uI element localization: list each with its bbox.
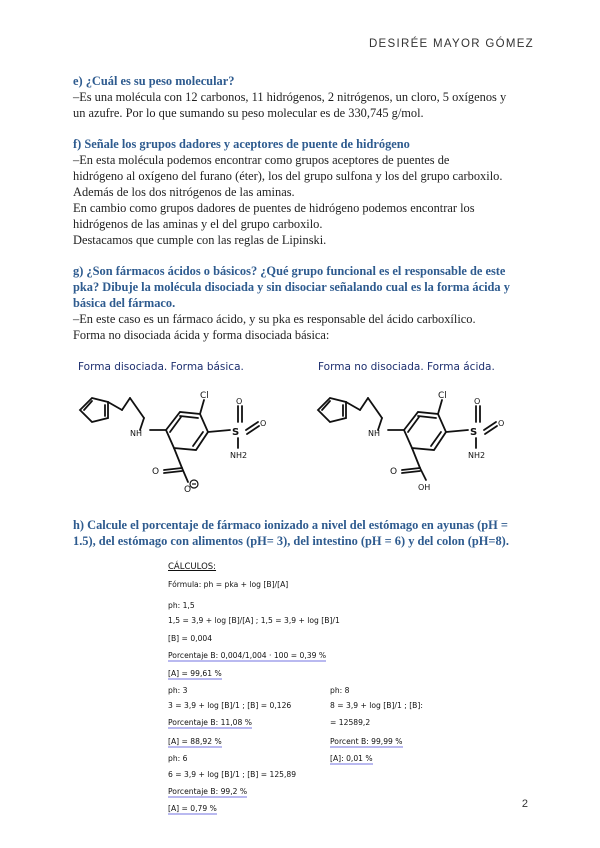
dissociated-molecule-drawing — [70, 380, 290, 500]
page-number: 2 — [521, 798, 528, 810]
ph15-label: ph: 1,5 — [168, 601, 195, 610]
ph15-equation: 1,5 = 3,9 + log [B]/[A] ; 1,5 = 3,9 + log [B]/1 — [168, 616, 340, 625]
ph3-a-value: [A] = 88,92 % — [168, 737, 222, 746]
ph8-equation: 8 = 3,9 + log [B]/1 ; [B]: — [330, 701, 423, 710]
carboxylate-o-atom: O — [152, 467, 160, 477]
section-e-line-1: –Es una molécula con 12 carbonos, 11 hidrógenos, 2 nitrógenos, un cloro, 5 oxígenos y — [73, 90, 507, 104]
section-h — [73, 517, 533, 549]
s-atom-right: S — [470, 427, 478, 438]
section-g-line-2: Forma no disociada ácida y forma disociada básica: — [73, 328, 330, 342]
ph6-a-value: [A] = 0,79 % — [168, 804, 217, 813]
nh2-atom-left: NH2 — [230, 451, 248, 460]
oh-atom: OH — [418, 483, 431, 492]
section-e — [73, 73, 533, 121]
section-g-title-line-1: g) ¿Son fármacos ácidos o básicos? ¿Qué grupo funcional es el responsable de este — [73, 264, 506, 278]
section-g-line-1: –En este caso es un fármaco ácido, y su pka es responsable del ácido carboxílico. — [73, 312, 476, 326]
o-atom-right-top: O — [474, 397, 481, 406]
section-g — [73, 263, 533, 343]
o-atom-right-right: O — [498, 419, 505, 428]
non-dissociated-molecule-drawing — [308, 380, 528, 500]
cl-atom-right: Cl — [438, 391, 447, 401]
section-g-title-line-3: básica del fármaco. — [73, 296, 176, 310]
left-structure-label: Forma disociada. Forma básica. — [78, 361, 244, 373]
section-f-line-3: Además de los dos nitrógenos de las aminas. — [73, 185, 295, 199]
ph3-label: ph: 3 — [168, 686, 188, 695]
section-f — [73, 136, 533, 248]
carboxyl-o-atom: O — [390, 467, 398, 477]
ph8-label: ph: 8 — [330, 686, 350, 695]
ph8-percent-b: Porcent B: 99,99 % — [330, 737, 403, 746]
section-f-title: f) Señale los grupos dadores y aceptores de puente de hidrógeno — [73, 137, 410, 151]
ph15-b-value: [B] = 0,004 — [168, 634, 213, 643]
ph6-equation: 6 = 3,9 + log [B]/1 ; [B] = 125,89 — [168, 770, 297, 779]
ph3-equation: 3 = 3,9 + log [B]/1 ; [B] = 0,126 — [168, 701, 292, 710]
nh-atom-left: NH — [130, 429, 142, 438]
ph3-percent-b: Porcentaje B: 11,08 % — [168, 718, 252, 727]
ph15-percent-b: Porcentaje B: 0,004/1,004 · 100 = 0,39 % — [168, 651, 327, 660]
section-g-title-line-2: pka? Dibuje la molécula disociada y sin disociar señalando cual es la forma ácida y — [73, 280, 510, 294]
section-h-title-line-2: 1.5), del estómago con alimentos (pH= 3), del intestino (pH = 6) y del colon (pH=8). — [73, 534, 509, 548]
ph8-a-value: [A]: 0,01 % — [330, 754, 373, 763]
cl-atom-left: Cl — [200, 391, 209, 401]
calc-title: CÁLCULOS: — [168, 562, 217, 572]
ph8-b-value: = 12589,2 — [330, 718, 371, 727]
section-f-line-2: hidrógeno al oxígeno del furano (éter), los del grupo sulfona y los del grupo carboxilo. — [73, 169, 503, 183]
ph6-label: ph: 6 — [168, 754, 188, 763]
section-f-line-5: hidrógenos de las aminas y el del grupo carboxilo. — [73, 217, 323, 231]
carboxylate-o-minus-atom: O — [184, 485, 192, 495]
section-f-line-4: En cambio como grupos dadores de puentes de hidrógeno podemos encontrar los — [73, 201, 475, 215]
section-f-line-6: Destacamos que cumple con las reglas de Lipinski. — [73, 233, 327, 247]
s-atom-left: S — [232, 427, 240, 438]
section-e-line-2: un azufre. Por lo que sumando su peso molecular es de 330,745 g/mol. — [73, 106, 424, 120]
o-atom-left-top: O — [236, 397, 243, 406]
nh2-atom-right: NH2 — [468, 451, 486, 460]
calc-formula: Fórmula: ph = pka + log [B]/[A] — [168, 580, 289, 589]
nh-atom-right: NH — [368, 429, 380, 438]
section-e-title: e) ¿Cuál es su peso molecular? — [73, 74, 235, 88]
section-f-line-1: –En esta molécula podemos encontrar como grupos aceptores de puentes de — [73, 153, 450, 167]
o-atom-left-right: O — [260, 419, 267, 428]
document-author-header: DESIRÉE MAYOR GÓMEZ — [368, 38, 534, 50]
section-h-title-line-1: h) Calcule el porcentaje de fármaco ionizado a nivel del estómago en ayunas (pH = — [73, 518, 508, 532]
right-structure-label: Forma no disociada. Forma ácida. — [318, 361, 495, 373]
ph15-a-value: [A] = 99,61 % — [168, 669, 222, 678]
ph6-percent-b: Porcentaje B: 99,2 % — [168, 787, 248, 796]
